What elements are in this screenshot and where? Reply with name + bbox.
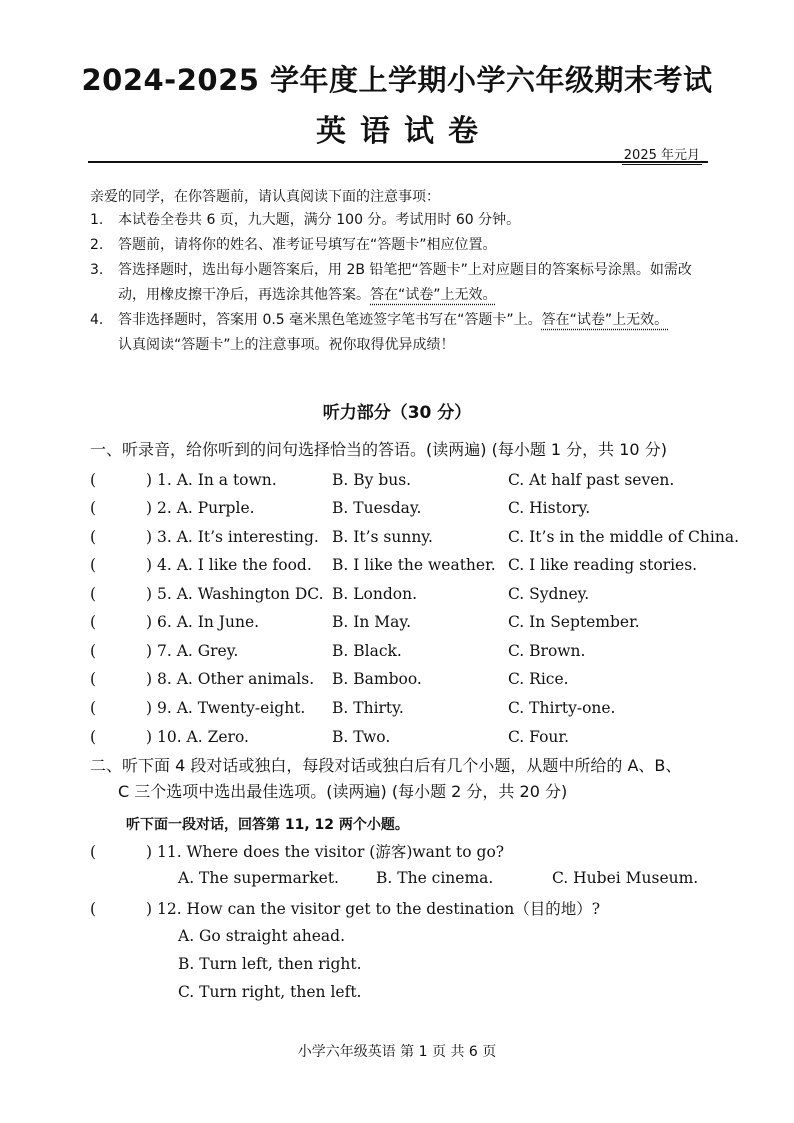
answer-paren[interactable]: ( — [90, 471, 97, 489]
question-option-c: C. In September. — [508, 613, 640, 631]
part1-heading: 一、听录音，给你听到的问句选择恰当的答语。(读两遍) (每小题 1 分，共 10 分) — [90, 440, 667, 459]
question-option-a: ) 7. A. Grey. — [146, 642, 239, 660]
instruction-text: 答选择题时，选出每小题答案后，用 2B 铅笔把“答题卡”上对应题目的答案标号涂黑。如需改动，用橡皮擦干净后，再选涂其他答案。 — [118, 262, 692, 303]
question-row — [90, 580, 730, 608]
instruction-text: 答题前，请将你的姓名、准考证号填写在“答题卡”相应位置。 — [118, 237, 497, 253]
question-row — [90, 895, 730, 923]
question-option-c: C. Four. — [508, 728, 570, 746]
question-option-c: C. Turn right, then left. — [178, 983, 362, 1001]
question-row — [90, 665, 730, 693]
answer-paren[interactable]: ( — [90, 843, 97, 861]
question-text: ) 11. Where does the visitor (游客)want to go? — [146, 843, 505, 861]
instruction-number: 3. — [90, 262, 104, 278]
header-rule — [88, 161, 708, 163]
instruction-item — [90, 233, 710, 258]
answer-paren[interactable]: ( — [90, 642, 97, 660]
question-row — [90, 494, 730, 522]
question-option-b: B. It’s sunny. — [332, 528, 433, 546]
question-option-a: ) 6. A. In June. — [146, 613, 260, 631]
answer-paren[interactable]: ( — [90, 528, 97, 546]
question-row — [90, 723, 730, 751]
instruction-number: 1. — [90, 212, 104, 228]
exam-subtitle: 英语试卷 — [316, 114, 492, 149]
answer-paren[interactable]: ( — [90, 613, 97, 631]
instructions-wish: 认真阅读“答题卡”上的注意事项。祝你取得优异成绩！ — [118, 337, 455, 353]
instruction-emphasis: 答在“试卷”上无效。 — [370, 287, 497, 303]
question-option-b: B. London. — [332, 585, 418, 603]
question-row — [90, 523, 740, 551]
question-option-a: ) 1. A. In a town. — [146, 471, 277, 489]
question-option-b: B. The cinema. — [376, 869, 494, 887]
question-option-c: C. At half past seven. — [508, 471, 675, 489]
question-option-c: C. It’s in the middle of China. — [508, 528, 740, 546]
question-option-b: B. I like the weather. — [332, 556, 496, 574]
question-option-c: C. Brown. — [508, 642, 586, 660]
question-row — [90, 551, 730, 579]
exam-title: 2024-2025 学年度上学期小学六年级期末考试 — [81, 63, 713, 97]
question-option-b: B. In May. — [332, 613, 412, 631]
page-footer: 小学六年级英语 第 1 页 共 6 页 — [297, 1044, 497, 1060]
question-option-b: B. Tuesday. — [332, 499, 422, 517]
instruction-number: 2. — [90, 237, 104, 253]
answer-paren[interactable]: ( — [90, 900, 97, 918]
question-option-c: C. I like reading stories. — [508, 556, 698, 574]
question-option-a: ) 8. A. Other animals. — [146, 670, 315, 688]
answer-paren[interactable]: ( — [90, 670, 97, 688]
question-option-c: C. Thirty-one. — [508, 699, 616, 717]
question-option-b: B. Bamboo. — [332, 670, 422, 688]
question-option-b: B. By bus. — [332, 471, 412, 489]
instruction-item — [90, 258, 710, 308]
instruction-number: 4. — [90, 312, 104, 328]
question-option-a: ) 4. A. I like the food. — [146, 556, 312, 574]
question-option-a: ) 5. A. Washington DC. — [146, 585, 324, 603]
instruction-text: 本试卷全卷共 6 页，九大题，满分 100 分。考试用时 60 分钟。 — [118, 212, 521, 228]
instructions-list — [90, 208, 710, 358]
answer-paren[interactable]: ( — [90, 499, 97, 517]
question-option-a: A. The supermarket. — [178, 869, 339, 887]
question-option-b: B. Turn left, then right. — [178, 955, 362, 973]
answer-paren[interactable]: ( — [90, 556, 97, 574]
question-option-a: A. Go straight ahead. — [178, 927, 346, 945]
question-option-a: ) 2. A. Purple. — [146, 499, 255, 517]
question-text: ) 12. How can the visitor get to the destination（目的地）? — [146, 900, 601, 918]
exam-date: 2025 年元月 — [622, 144, 702, 165]
question-option-a: ) 9. A. Twenty-eight. — [146, 699, 306, 717]
question-option-b: B. Black. — [332, 642, 402, 660]
question-option-b: B. Two. — [332, 728, 391, 746]
dialogue-note: 听下面一段对话，回答第 11, 12 两个小题。 — [126, 817, 409, 833]
part2-heading-line1: 二、听下面 4 段对话或独白，每段对话或独白后有几个小题，从题中所给的 A、B、 — [90, 756, 682, 775]
question-row — [90, 466, 730, 494]
question-row — [90, 694, 730, 722]
instructions-intro: 亲爱的同学，在你答题前，请认真阅读下面的注意事项： — [90, 189, 440, 205]
part2-heading-line2: C 三个选项中选出最佳选项。(读两遍) (每小题 2 分，共 20 分) — [118, 782, 568, 801]
instruction-item — [90, 208, 710, 233]
question-option-c: C. Sydney. — [508, 585, 590, 603]
question-option-a: ) 10. A. Zero. — [146, 728, 249, 746]
question-row — [90, 608, 730, 636]
instruction-text: 答非选择题时，答案用 0.5 毫米黑色笔迹签字笔书写在“答题卡”上。 — [118, 312, 542, 328]
question-row — [90, 637, 730, 665]
question-option-c: C. Rice. — [508, 670, 569, 688]
question-option-b: B. Thirty. — [332, 699, 404, 717]
answer-paren[interactable]: ( — [90, 585, 97, 603]
instruction-item — [90, 308, 710, 333]
section-title: 听力部分（30 分） — [322, 403, 472, 423]
question-row — [90, 838, 730, 866]
answer-paren[interactable]: ( — [90, 699, 97, 717]
answer-paren[interactable]: ( — [90, 728, 97, 746]
question-option-c: C. History. — [508, 499, 591, 517]
instruction-emphasis: 答在“试卷”上无效。 — [541, 312, 669, 328]
question-option-c: C. Hubei Museum. — [552, 869, 699, 887]
question-option-a: ) 3. A. It’s interesting. — [146, 528, 319, 546]
